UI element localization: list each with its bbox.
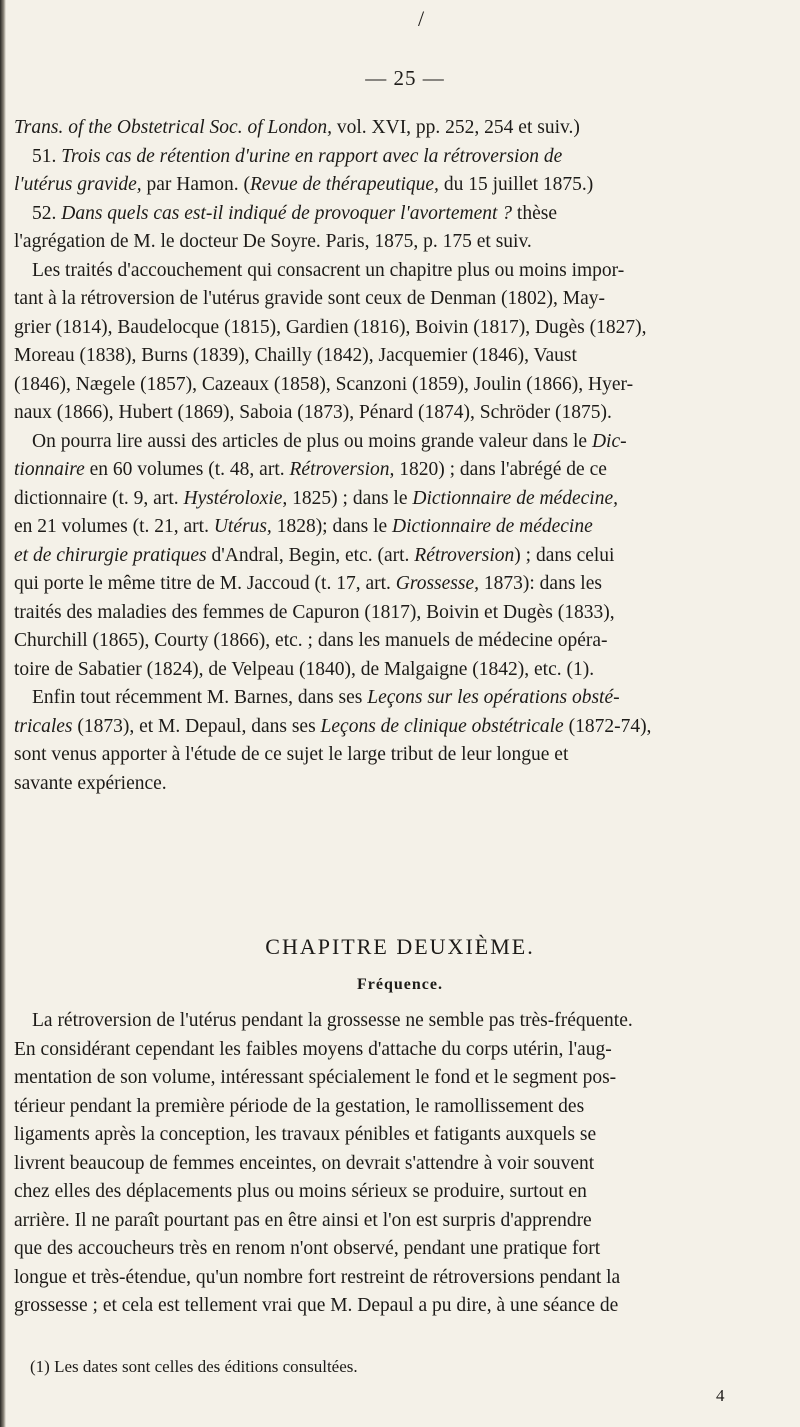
text-line: l'utérus gravide, par Hamon. (Revue de thérapeutique, du 15 juillet 1875.)	[14, 174, 594, 195]
text-line: arrière. Il ne paraît pourtant pas en être ainsi et l'on est surpris d'apprendre	[14, 1209, 592, 1231]
text-line: ligaments après la conception, les travaux pénibles et fatigants auxquels se	[14, 1124, 597, 1145]
text-line: 52. Dans quels cas est-il indiqué de provoquer l'avortement ? thèse	[32, 202, 557, 224]
text-line: 51. Trois cas de rétention d'urine en rapport avec la rétroversion de	[32, 145, 563, 167]
chapter-title: CHAPITRE DEUXIÈME.	[265, 934, 535, 959]
text-line: que des accoucheurs très en renom n'ont observé, pendant une pratique fort	[14, 1238, 601, 1259]
text-line: (1846), Nægele (1857), Cazeaux (1858), Scanzoni (1859), Joulin (1866), Hyer-	[14, 373, 634, 395]
text-line: Les traités d'accouchement qui consacrent un chapitre plus ou moins impor-	[32, 259, 625, 281]
text-line: Churchill (1865), Courty (1866), etc. ; dans les manuels de médecine opéra-	[14, 630, 608, 651]
text-line: dictionnaire (t. 9, art. Hystéroloxie, 1825) ; dans le Dictionnaire de médecine,	[14, 487, 618, 509]
text-line: sont venus apporter à l'étude de ce sujet le large tribut de leur longue et	[14, 744, 569, 765]
text-line: savante expérience.	[14, 772, 167, 794]
text-line: traités des maladies des femmes de Capuron (1817), Boivin et Dugès (1833),	[14, 601, 615, 623]
signature-mark: 4	[716, 1386, 725, 1405]
text-line: toire de Sabatier (1824), de Velpeau (1840), de Malgaigne (1842), etc. (1).	[14, 658, 595, 680]
text-line: térieur pendant la première période de la gestation, le ramollissement des	[14, 1095, 585, 1117]
text-line: En considérant cependant les faibles moyens d'attache du corps utérin, l'aug-	[14, 1038, 612, 1060]
text-line: Enfin tout récemment M. Barnes, dans ses Leçons sur les opérations obsté-	[32, 687, 620, 708]
text-line: tant à la rétroversion de l'utérus gravide sont ceux de Denman (1802), May-	[14, 288, 606, 309]
text-line: et de chirurgie pratiques d'Andral, Begin, etc. (art. Rétroversion) ; dans celui	[14, 544, 615, 566]
text-line: grier (1814), Baudelocque (1815), Gardien (1816), Boivin (1817), Dugès (1827),	[14, 316, 647, 338]
text-line: tionnaire en 60 volumes (t. 48, art. Rétroversion, 1820) ; dans l'abrégé de ce	[14, 459, 607, 480]
text-line: en 21 volumes (t. 21, art. Utérus, 1828); dans le Dictionnaire de médecine	[14, 516, 593, 537]
text-line: La rétroversion de l'utérus pendant la grossesse ne semble pas très-fréquente.	[32, 1010, 633, 1031]
chapter-paragraph	[14, 1007, 774, 1321]
text-line: Trans. of the Obstetrical Soc. of London, vol. XVI, pp. 252, 254 et suiv.)	[14, 117, 580, 138]
references-block	[14, 114, 774, 798]
text-line: mentation de son volume, intéressant spécialement le fond et le segment pos-	[14, 1067, 617, 1088]
text-line: livrent beaucoup de femmes enceintes, on devrait s'attendre à voir souvent	[14, 1152, 595, 1174]
text-line: qui porte le même titre de M. Jaccoud (t. 17, art. Grossesse, 1873): dans les	[14, 573, 602, 594]
footnote: (1) Les dates sont celles des éditions consultées.	[30, 1357, 358, 1376]
stray-mark: /	[418, 6, 425, 31]
text-line: On pourra lire aussi des articles de plus ou moins grande valeur dans le Dic-	[32, 430, 627, 452]
text-line: longue et très-étendue, qu'un nombre fort restreint de rétroversions pendant la	[14, 1266, 621, 1288]
text-line: naux (1866), Hubert (1869), Saboia (1873), Pénard (1874), Schröder (1875).	[14, 402, 612, 423]
text-line: tricales (1873), et M. Depaul, dans ses Leçons de clinique obstétricale (1872-74),	[14, 715, 652, 737]
text-line: Moreau (1838), Burns (1839), Chailly (1842), Jacquemier (1846), Vaust	[14, 345, 577, 366]
page-left-edge	[0, 0, 6, 1427]
section-heading: Fréquence.	[357, 976, 443, 993]
text-line: l'agrégation de M. le docteur De Soyre. Paris, 1875, p. 175 et suiv.	[14, 231, 532, 252]
text-line: chez elles des déplacements plus ou moins sérieux se produire, surtout en	[14, 1181, 587, 1202]
page-number: — 25 —	[365, 66, 445, 90]
text-line: grossesse ; et cela est tellement vrai que M. Depaul a pu dire, à une séance de	[14, 1295, 619, 1316]
